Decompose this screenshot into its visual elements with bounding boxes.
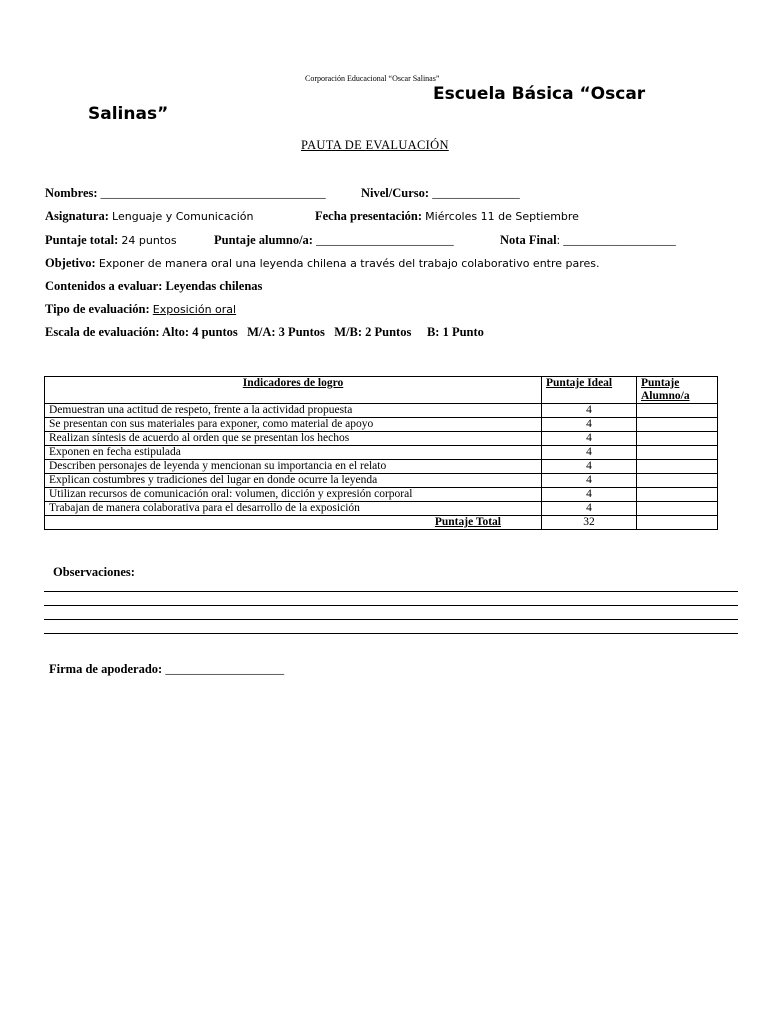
objetivo-value: Exponer de manera oral una leyenda chilena a través del trabajo colaborativo entre pares. bbox=[98, 257, 600, 270]
ideal-cell: 4 bbox=[542, 446, 637, 460]
total-alumno-cell[interactable] bbox=[637, 516, 718, 530]
table-row bbox=[45, 460, 718, 474]
nivel-blank: ______________ bbox=[432, 186, 520, 200]
header-puntaje-alumno: Puntaje Alumno/a bbox=[637, 377, 718, 404]
observaciones-label: Observaciones: bbox=[53, 565, 135, 579]
alumno-cell[interactable] bbox=[637, 488, 718, 502]
fecha-label: Fecha presentación: bbox=[315, 209, 423, 223]
nivel-row bbox=[361, 186, 520, 201]
asignatura-value: Lenguaje y Comunicación bbox=[112, 210, 254, 223]
observaciones-line[interactable] bbox=[44, 633, 738, 634]
contenidos-value: Leyendas chilenas bbox=[165, 279, 263, 293]
table-row bbox=[45, 502, 718, 516]
nombres-blank: ____________________________________ bbox=[100, 186, 326, 200]
table-row bbox=[45, 418, 718, 432]
puntaje-alumno-row bbox=[214, 233, 454, 248]
header-indicadores: Indicadores de logro bbox=[45, 377, 542, 404]
total-value: 32 bbox=[542, 516, 637, 530]
observaciones-line[interactable] bbox=[44, 619, 738, 620]
indicador-cell: Realizan síntesis de acuerdo al orden que se presentan los hechos bbox=[45, 432, 542, 446]
asignatura-label: Asignatura: bbox=[45, 209, 109, 223]
alumno-cell[interactable] bbox=[637, 502, 718, 516]
objetivo-row bbox=[45, 256, 600, 271]
indicador-cell: Explican costumbres y tradiciones del lugar en donde ocurre la leyenda bbox=[45, 474, 542, 488]
fecha-value: Miércoles 11 de Septiembre bbox=[425, 210, 579, 223]
alumno-cell[interactable] bbox=[637, 460, 718, 474]
tipo-row bbox=[45, 302, 236, 317]
tipo-label: Tipo de evaluación: bbox=[45, 302, 150, 316]
ideal-cell: 4 bbox=[542, 502, 637, 516]
escala-row: Escala de evaluación: Alto: 4 puntos M/A: 3 Puntos M/B: 2 Puntos B: 1 Punto bbox=[45, 325, 484, 339]
school-name-line1: Escuela Básica “Oscar bbox=[433, 84, 646, 104]
alumno-cell[interactable] bbox=[637, 418, 718, 432]
observaciones-line[interactable] bbox=[44, 591, 738, 592]
contenidos-row bbox=[45, 279, 262, 294]
ideal-cell: 4 bbox=[542, 432, 637, 446]
ideal-cell: 4 bbox=[542, 404, 637, 418]
nota-row bbox=[500, 233, 676, 248]
nota-blank: __________________ bbox=[563, 233, 676, 247]
table-row bbox=[45, 432, 718, 446]
firma-blank[interactable]: ___________________ bbox=[165, 662, 285, 676]
fecha-row bbox=[315, 209, 579, 224]
alumno-cell[interactable] bbox=[637, 404, 718, 418]
puntaje-total-label: Puntaje total: bbox=[45, 233, 119, 247]
indicador-cell: Utilizan recursos de comunicación oral: volumen, dicción y expresión corporal bbox=[45, 488, 542, 502]
header-puntaje-ideal: Puntaje Ideal bbox=[542, 377, 637, 404]
ideal-cell: 4 bbox=[542, 418, 637, 432]
school-name-line2: Salinas” bbox=[88, 104, 169, 124]
puntaje-total-value: 24 puntos bbox=[121, 234, 177, 247]
firma-row bbox=[49, 662, 284, 677]
ideal-cell: 4 bbox=[542, 488, 637, 502]
table-row bbox=[45, 404, 718, 418]
ideal-cell: 4 bbox=[542, 460, 637, 474]
table-header-row bbox=[45, 377, 718, 404]
total-row bbox=[45, 516, 718, 530]
page-title: PAUTA DE EVALUACIÓN bbox=[301, 138, 449, 152]
evaluation-table bbox=[44, 376, 718, 530]
firma-label: Firma de apoderado: bbox=[49, 662, 163, 676]
alumno-cell[interactable] bbox=[637, 446, 718, 460]
indicador-cell: Se presentan con sus materiales para exponer, como material de apoyo bbox=[45, 418, 542, 432]
alumno-cell[interactable] bbox=[637, 432, 718, 446]
corporation-name: Corporación Educacional “Oscar Salinas” bbox=[305, 74, 440, 83]
nota-label: Nota Final bbox=[500, 233, 557, 247]
puntaje-total-row bbox=[45, 233, 177, 248]
table-row bbox=[45, 446, 718, 460]
table-row bbox=[45, 488, 718, 502]
nota-colon: : bbox=[556, 233, 561, 247]
alumno-cell[interactable] bbox=[637, 474, 718, 488]
observaciones-line[interactable] bbox=[44, 605, 738, 606]
nombres-row bbox=[45, 186, 326, 201]
nombres-label: Nombres: bbox=[45, 186, 98, 200]
objetivo-label: Objetivo: bbox=[45, 256, 96, 270]
puntaje-alumno-label: Puntaje alumno/a: bbox=[214, 233, 313, 247]
indicador-cell: Exponen en fecha estipulada bbox=[45, 446, 542, 460]
total-label: Puntaje Total bbox=[45, 516, 542, 530]
asignatura-row bbox=[45, 209, 253, 224]
indicador-cell: Trabajan de manera colaborativa para el desarrollo de la exposición bbox=[45, 502, 542, 516]
table-row bbox=[45, 474, 718, 488]
tipo-value: Exposición oral bbox=[152, 303, 237, 316]
indicador-cell: Demuestran una actitud de respeto, frente a la actividad propuesta bbox=[45, 404, 542, 418]
contenidos-label: Contenidos a evaluar: bbox=[45, 279, 163, 293]
puntaje-alumno-blank: ______________________ bbox=[316, 233, 454, 247]
ideal-cell: 4 bbox=[542, 474, 637, 488]
nivel-label: Nivel/Curso: bbox=[361, 186, 430, 200]
indicador-cell: Describen personajes de leyenda y mencionan su importancia en el relato bbox=[45, 460, 542, 474]
